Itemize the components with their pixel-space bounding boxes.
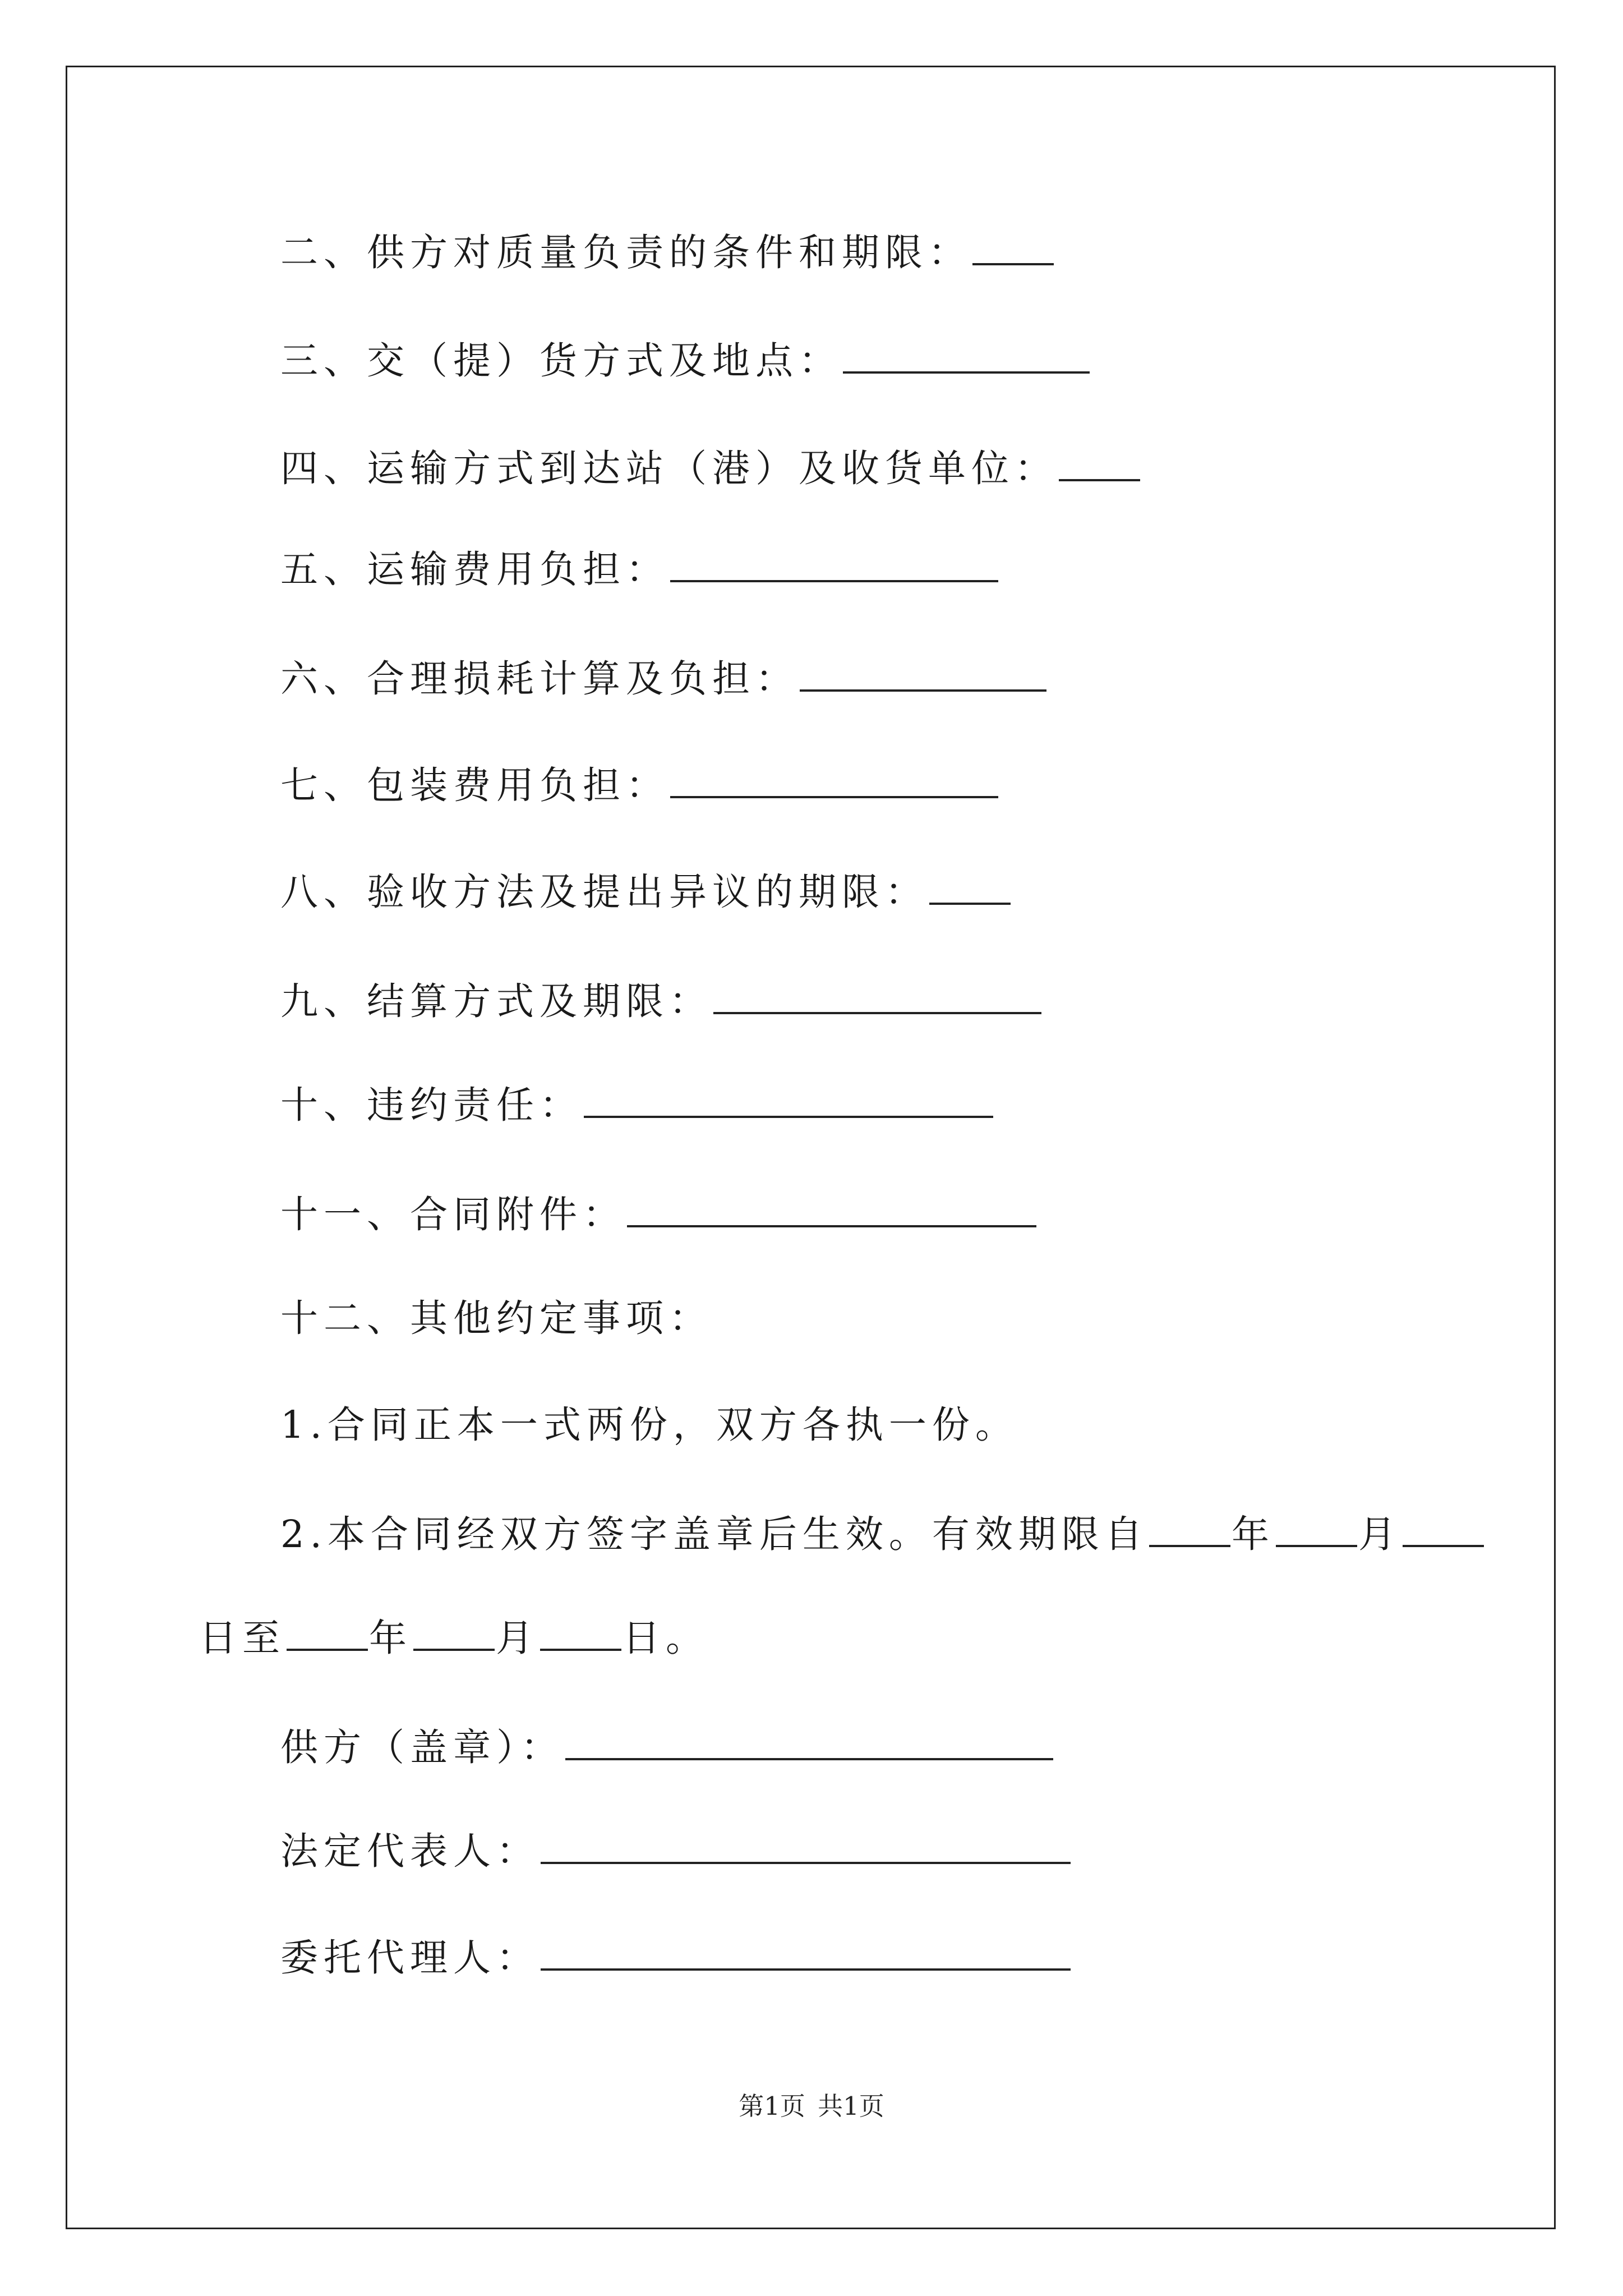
blank-line[interactable]: [541, 1862, 1071, 1864]
page-total: 共1页: [818, 2091, 884, 2121]
day-end-label: 日。: [623, 1616, 709, 1660]
day-to-label: 日至: [199, 1616, 285, 1660]
year-label: 年: [1231, 1512, 1275, 1556]
clause-label: 八、验收方法及提出异议的期限：: [280, 870, 928, 914]
blank-year[interactable]: [287, 1649, 368, 1651]
blank-month[interactable]: [1276, 1545, 1357, 1547]
blank-line[interactable]: [929, 903, 1011, 905]
clause-inspection: [280, 867, 1012, 917]
blank-month[interactable]: [413, 1649, 495, 1651]
clause-label: 十二、其他约定事项：: [280, 1296, 712, 1340]
blank-year[interactable]: [1149, 1545, 1230, 1547]
blank-day[interactable]: [540, 1649, 621, 1651]
blank-line[interactable]: [670, 580, 998, 582]
blank-line[interactable]: [565, 1758, 1053, 1760]
page-footer: [0, 2090, 1623, 2123]
month-label: 月: [1358, 1512, 1401, 1556]
clause-label: 五、运输费用负担：: [280, 547, 669, 591]
clause-label: 三、交（提）货方式及地点：: [280, 339, 842, 383]
clause-quality: [280, 227, 1055, 278]
page-border: [66, 66, 1556, 2229]
item-copies: [280, 1400, 1018, 1450]
blank-line[interactable]: [713, 1012, 1041, 1014]
clause-label: 二、供方对质量负责的条件和期限：: [280, 231, 971, 274]
item-text: 1.合同正本一式两份，双方各执一份。: [280, 1403, 1018, 1447]
blank-line[interactable]: [843, 371, 1090, 374]
item-validity: [280, 1509, 1485, 1559]
clause-label: 九、结算方式及期限：: [280, 979, 712, 1023]
clause-delivery: [280, 335, 1091, 386]
clause-packaging: [280, 760, 999, 811]
clause-settlement: [280, 976, 1043, 1027]
clause-label: 四、运输方式到达站（港）及收货单位：: [280, 447, 1058, 490]
signature-label: 法定代表人：: [280, 1829, 540, 1873]
clause-label: 七、包装费用负担：: [280, 763, 669, 807]
blank-line[interactable]: [584, 1116, 993, 1118]
blank-line[interactable]: [800, 689, 1046, 692]
clause-transport-fee: [280, 544, 999, 595]
page-current: 第1页: [739, 2091, 805, 2121]
clause-liability: [280, 1080, 994, 1130]
signature-legal-rep: [280, 1826, 1072, 1876]
signature-label: 供方（盖章）：: [280, 1726, 564, 1769]
blank-line[interactable]: [670, 796, 998, 798]
clause-loss: [280, 654, 1048, 704]
clause-attachments: [280, 1189, 1038, 1240]
year-label: 年: [369, 1616, 412, 1660]
month-label: 月: [496, 1616, 539, 1660]
signature-supplier: [280, 1722, 1054, 1773]
blank-line[interactable]: [972, 263, 1054, 265]
blank-line[interactable]: [627, 1225, 1036, 1227]
clause-label: 十、违约责任：: [280, 1083, 583, 1127]
signature-agent: [280, 1932, 1072, 1983]
blank-day[interactable]: [1403, 1545, 1484, 1547]
signature-label: 委托代理人：: [280, 1936, 540, 1980]
clause-label: 十一、合同附件：: [280, 1193, 626, 1236]
clause-transport: [280, 443, 1141, 494]
blank-line[interactable]: [541, 1968, 1071, 1971]
blank-line[interactable]: [1059, 479, 1140, 481]
item-text: 2.本合同经双方签字盖章后生效。有效期限自: [280, 1512, 1148, 1556]
item-validity-cont: [199, 1613, 709, 1663]
clause-label: 六、合理损耗计算及负担：: [280, 657, 799, 701]
clause-other: [280, 1293, 712, 1343]
